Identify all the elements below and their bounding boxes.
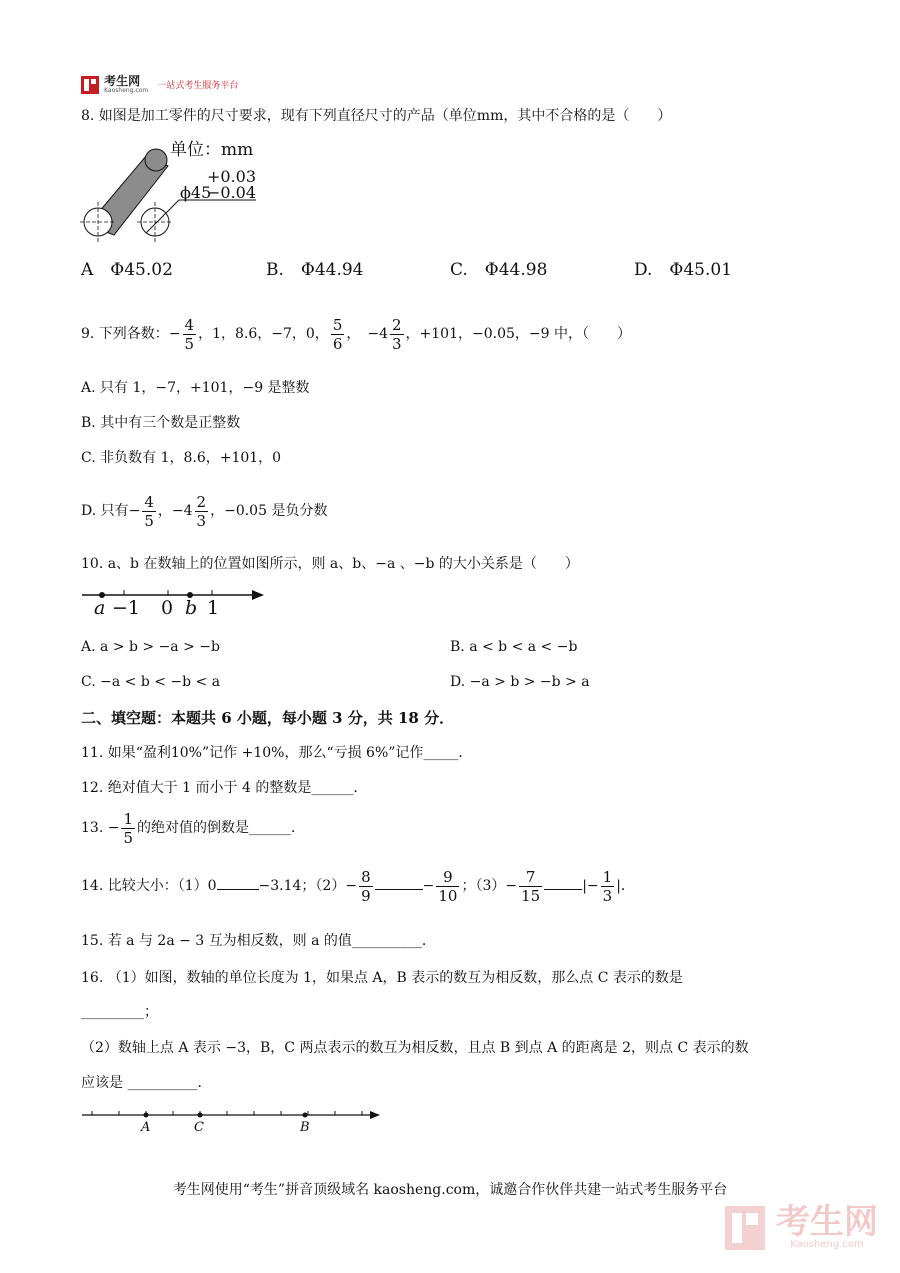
q8-unit: 单位：mm xyxy=(170,140,254,160)
q10-label-a: a xyxy=(94,597,106,619)
q9-frac-2: $\frac{5}{6}$ xyxy=(332,315,343,353)
q14-frac-3: $\frac{7}{15}$ xyxy=(521,867,541,905)
q15: 15. 若 a 与 2a − 3 互为相反数，则 a 的值__________． xyxy=(81,933,436,949)
q14-frac-2: $\frac{9}{10}$ xyxy=(438,867,458,905)
q10-option-b: B. a < b < a < −b xyxy=(450,639,578,655)
q14: 14. 比较大小：（1）0 −3.14；（2）− $\frac{8}{9}$ − $\frac{9}{10}$ ；（3）− $\frac{7}{15}$ |− $\frac{1}{3}$ |． xyxy=(81,867,635,905)
q10-option-c: C. −a < b < −b < a xyxy=(81,674,221,690)
q8-option-c: C. Φ44.98 xyxy=(450,260,548,280)
q8-stem: 8. 如图是加工零件的尺寸要求，现有下列直径尺寸的产品（单位mm，其中不合格的是（ ） xyxy=(81,108,672,124)
footer-text: 考生网使用“考生”拼音顶级域名 kaosheng.com，诚邀合作伙伴共建一站式考生服务平台 xyxy=(172,1182,728,1198)
q9-frac-1: $\frac{4}{5}$ xyxy=(184,315,195,353)
q12: 12. 绝对值大于 1 而小于 4 的整数是______． xyxy=(81,780,368,796)
q8-dia: ϕ45 xyxy=(180,183,212,202)
q10-number-line xyxy=(80,584,270,624)
q16-line-1: 16. （1）如图，数轴的单位长度为 1，如果点 A，B 表示的数互为相反数，那么点 C 表示的数是 xyxy=(81,970,683,986)
q8-option-a: A Φ45.02 xyxy=(81,260,173,280)
q14-frac-1: $\frac{8}{9}$ xyxy=(361,867,371,905)
q11: 11. 如果“盈利10%”记作 +10%，那么“亏损 6%”记作_____． xyxy=(81,745,473,761)
q16-label-a: A xyxy=(141,1120,151,1135)
q16-line-2: _________； xyxy=(81,1004,158,1020)
q10-option-a: A. a > b > −a > −b xyxy=(81,639,220,655)
q9-d-frac-2: $\frac{2}{3}$ xyxy=(196,492,207,530)
q9-option-a: A. 只有 1，−7，+101，−9 是整数 xyxy=(81,380,310,396)
q16-label-b: B xyxy=(300,1120,310,1135)
q16-line-3: （2）数轴上点 A 表示 −3，B，C 两点表示的数互为相反数，且点 B 到点 A 的距离是 2，则点 C 表示的数 xyxy=(81,1040,749,1056)
watermark-name: 考生网 xyxy=(776,1202,878,1242)
watermark-logo-icon xyxy=(725,1206,765,1250)
q16-number-line xyxy=(80,1106,390,1126)
watermark xyxy=(725,1202,878,1251)
q10-label-1: 1 xyxy=(207,597,220,619)
q13-frac: $\frac{1}{5}$ xyxy=(123,809,133,847)
q9-stem: 9. 下列各数：− $\frac{4}{5}$ ，1，8.6，−7，0， $\frac{5}{6}$ ， −4 $\frac{2}{3}$ ，+101，−0.05，−9 中，（ ） xyxy=(81,315,631,353)
header-logo xyxy=(81,74,238,94)
q16-label-c: C xyxy=(194,1120,204,1135)
q9-d-frac-1: $\frac{4}{5}$ xyxy=(144,492,154,530)
q10-option-d: D. −a > b > −b > a xyxy=(450,674,590,690)
q10-label-neg1: −1 xyxy=(112,597,141,619)
q8-option-b: B. Φ44.94 xyxy=(266,260,364,280)
q9-option-d: D. 只有− $\frac{4}{5}$ ，−4 $\frac{2}{3}$ ，−0.05 是负分数 xyxy=(81,492,328,530)
logo-slogan: 一站式考生服务平台 xyxy=(157,81,239,91)
q14-frac-4: $\frac{1}{3}$ xyxy=(602,867,613,905)
q9-option-c: C. 非负数有 1，8.6，+101，0 xyxy=(81,450,282,466)
watermark-domain: Kaosheng.com xyxy=(790,1239,864,1250)
q8-tol-lower: −0.04 xyxy=(207,183,257,202)
q16-line-4: 应该是 __________． xyxy=(81,1075,212,1091)
q10-label-b: b xyxy=(185,597,198,619)
section-2-title: 二、填空题：本题共 6 小题，每小题 3 分，共 18 分． xyxy=(81,709,455,727)
q10-stem: 10. a、b 在数轴上的位置如图所示，则 a、b、−a 、−b 的大小关系是（ ） xyxy=(81,556,579,572)
q10-label-0: 0 xyxy=(161,597,174,619)
logo-domain: Kaosheng.com xyxy=(104,87,149,94)
q8-option-d: D. Φ45.01 xyxy=(634,260,733,280)
q13: 13. − $\frac{1}{5}$ 的绝对值的倒数是______． xyxy=(81,809,305,847)
logo-name: 考生网 Kaosheng.com xyxy=(104,74,149,94)
q9-frac-3: $\frac{2}{3}$ xyxy=(392,315,402,353)
q8-tol-upper: +0.03 xyxy=(207,167,257,186)
q9-option-b: B. 其中有三个数是正整数 xyxy=(81,415,241,431)
logo-icon xyxy=(81,76,99,94)
